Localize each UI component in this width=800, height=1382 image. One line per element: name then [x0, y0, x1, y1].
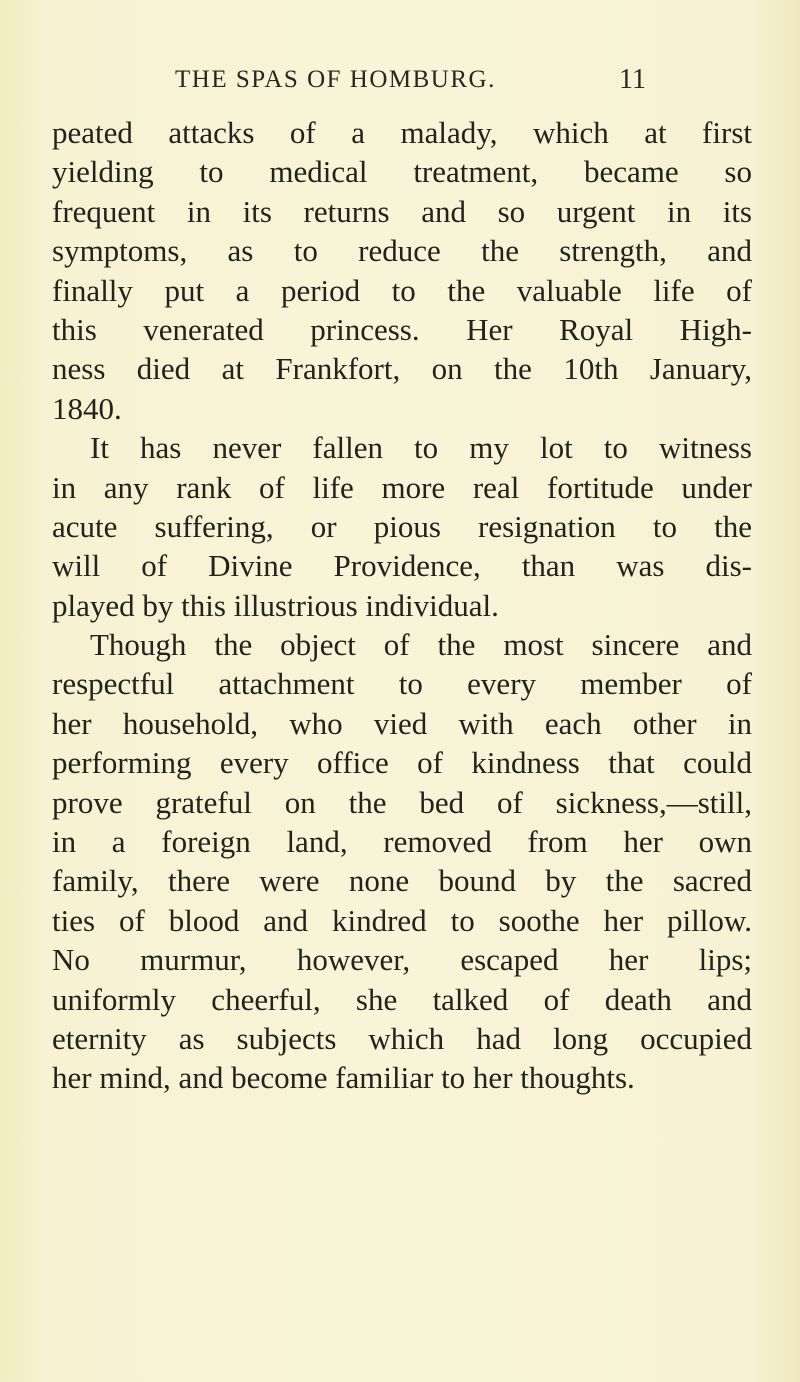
text-line: yielding to medical treatment, became so: [52, 154, 752, 190]
page-number: 11: [619, 64, 646, 95]
text-line: prove grateful on the bed of sickness,—still,: [52, 784, 752, 820]
text-line: It has never fallen to my lot to witness: [90, 430, 752, 466]
text-line: Though the object of the most sincere and: [90, 627, 752, 663]
text-line: her mind, and become familiar to her thoughts.: [52, 1060, 635, 1096]
text-line: finally put a period to the valuable life of: [52, 272, 752, 308]
running-title: THE SPAS OF HOMBURG.: [175, 66, 496, 93]
text-line: her household, who vied with each other in: [52, 705, 752, 741]
text-line: eternity as subjects which had long occupied: [52, 1020, 752, 1056]
text-line: performing every office of kindness that could: [52, 745, 752, 781]
text-line: symptoms, as to reduce the strength, and: [52, 233, 752, 269]
running-head: [175, 66, 695, 106]
text-line: 1840.: [52, 390, 122, 426]
text-line: No murmur, however, escaped her lips;: [52, 942, 752, 978]
text-line: peated attacks of a malady, which at first: [52, 115, 752, 150]
text-line: frequent in its returns and so urgent in its: [52, 193, 752, 229]
text-line: this venerated princess. Her Royal High-: [52, 311, 752, 347]
text-line: uniformly cheerful, she talked of death and: [52, 981, 752, 1017]
text-line: family, there were none bound by the sacred: [52, 863, 752, 899]
text-line: in any rank of life more real fortitude under: [52, 469, 752, 505]
text-line: ties of blood and kindred to soothe her pillow.: [52, 902, 752, 938]
text-line: respectful attachment to every member of: [52, 666, 752, 702]
text-line: acute suffering, or pious resignation to the: [52, 508, 752, 544]
text-line: in a foreign land, removed from her own: [52, 824, 752, 860]
body-text: [52, 113, 752, 1098]
text-line: ness died at Frankfort, on the 10th January,: [52, 351, 752, 387]
text-line: will of Divine Providence, than was dis-: [52, 548, 752, 584]
text-line: played by this illustrious individual.: [52, 587, 499, 623]
